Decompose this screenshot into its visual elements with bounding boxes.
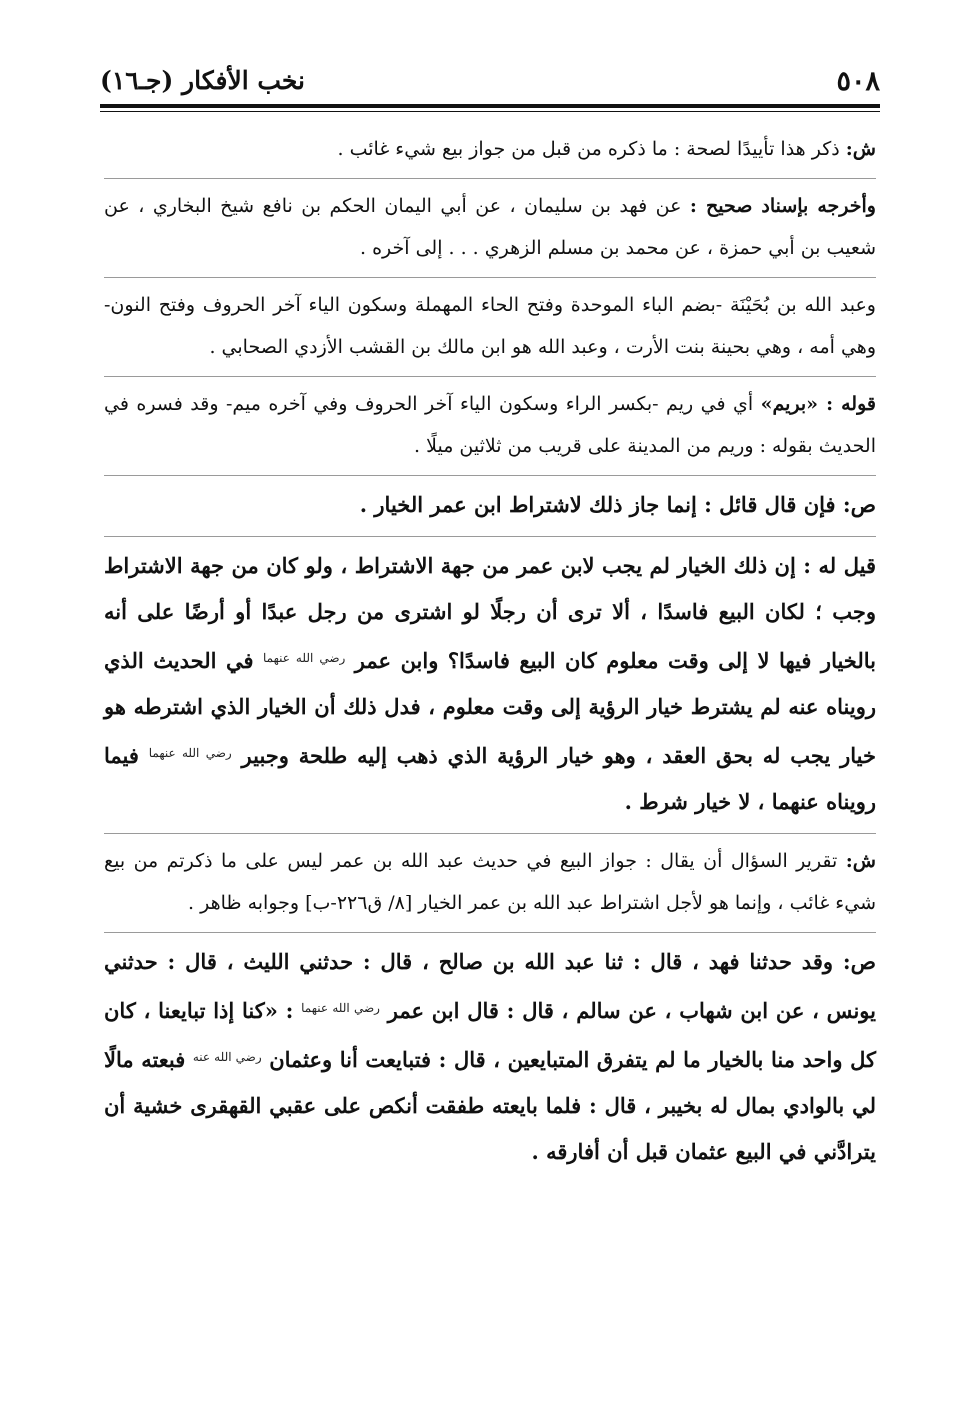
paragraph-commentary bbox=[104, 278, 876, 377]
paragraph-main-text bbox=[104, 537, 876, 834]
honorific-glyph: رضي الله عنهما bbox=[263, 651, 346, 665]
paragraph-text: عن فهد بن سليمان ، عن أبي اليمان الحكم بن نافع شيخ البخاري ، عن شعيب بن أبي حمزة ، عن محمد بن مسلم الزهري . . . إلى آخره . bbox=[104, 195, 876, 259]
paragraph-text: ص: فإن قال قائل : إنما جاز ذلك لاشتراط ابن عمر الخيار . bbox=[359, 492, 876, 517]
header-rule-thick bbox=[100, 104, 880, 108]
paragraph-commentary bbox=[104, 122, 876, 179]
paragraph-label: ش: bbox=[845, 138, 876, 160]
header-rule-thin bbox=[100, 111, 880, 112]
page-body bbox=[104, 122, 876, 1183]
paragraph-main-text bbox=[104, 933, 876, 1183]
honorific-glyph: رضي الله عنه bbox=[192, 1050, 262, 1064]
paragraph-text: : «كنا إذا تبايعنا ، كان كل واحد منا بالخيار ما لم يتفرق المتبايعين ، قال : فتبايعت أنا وعثمان bbox=[104, 998, 876, 1072]
paragraph-text: قيل له : إن ذلك الخيار لم يجب لابن عمر من جهة الاشتراط ، ولو كان من جهة الاشتراط وجب ؛ لكان البيع فاسدًا ، ألا ترى أن رجلًا لو اشترى من رجل عبدًا أو أرضًا على أنه بالخيار فيها لا إلى وقت معلوم كان البيع فاسدًا؟ وابن عمر bbox=[104, 553, 876, 673]
honorific-glyph: رضي الله عنهما bbox=[148, 746, 232, 760]
paragraph-commentary bbox=[104, 834, 876, 933]
page-number: ٥٠٨ bbox=[836, 66, 880, 97]
paragraph-text: أي في ريم -بكسر الراء وسكون الياء آخر الحروف وفي آخره ميم- وقد فسره في الحديث بقوله : وريم من المدينة على قريب من ثلاثين ميلًا . bbox=[104, 393, 876, 457]
paragraph-text: فبعته مالًا لي بالوادي بمال له بخيبر ، قال : فلما بايعته طفقت أنكص على عقبي القهقرى خشية أن يترادَّني في البيع عثمان قبل أن أفارقه . bbox=[104, 1047, 876, 1164]
honorific-glyph: رضي الله عنهما bbox=[301, 1001, 380, 1015]
paragraph-text: ذكر هذا تأييدًا لصحة : ما ذكره من قبل من جواز بيع شيء غائب . bbox=[337, 138, 846, 160]
paragraph-main-text bbox=[104, 476, 876, 537]
paragraph-text: وعبد الله بن بُحَيْنَة -بضم الباء الموحدة وفتح الحاء المهملة وسكون الياء آخر الحروف وفتح النون- وهي أمه ، وهي بحينة بنت الأرت ، وعبد الله هو ابن مالك بن القشب الأزدي الصحابي . bbox=[104, 294, 876, 358]
paragraph-text: فيما رويناه عنهما ، لا خيار شرط . bbox=[104, 743, 876, 814]
paragraph-commentary bbox=[104, 179, 876, 278]
book-title: نخب الأفكار (جـ١٦) bbox=[100, 66, 306, 95]
paragraph-commentary bbox=[104, 377, 876, 476]
paragraph-label: ش: bbox=[845, 850, 876, 872]
paragraph-label: قوله : «بريم» bbox=[760, 393, 876, 415]
page-header bbox=[100, 60, 880, 104]
paragraph-text: في الحديث الذي رويناه عنه لم يشترط خيار الرؤية إلى وقت معلوم ، فدل ذلك أن الخيار الذي اشترطه هو خيار يجب له بحق العقد ، وهو خيار الرؤية الذي ذهب إليه طلحة وجبير bbox=[104, 648, 876, 768]
paragraph-text: تقرير السؤال أن يقال : جواز البيع في حديث عبد الله بن عمر ليس على ما ذكرتم من بيع شيء غائب ، وإنما هو لأجل اشتراط عبد الله بن عمر الخيار [٨/ ق٢٢٦-ب] وجوابه ظاهر . bbox=[104, 850, 876, 914]
paragraph-label: وأخرجه بإسناد صحيح : bbox=[689, 195, 876, 217]
paragraph-text: ص: وقد حدثنا فهد ، قال : ثنا عبد الله بن صالح ، قال : حدثني الليث ، قال : حدثني يونس ، عن ابن شهاب ، عن سالم ، قال : قال ابن عمر bbox=[104, 949, 876, 1023]
